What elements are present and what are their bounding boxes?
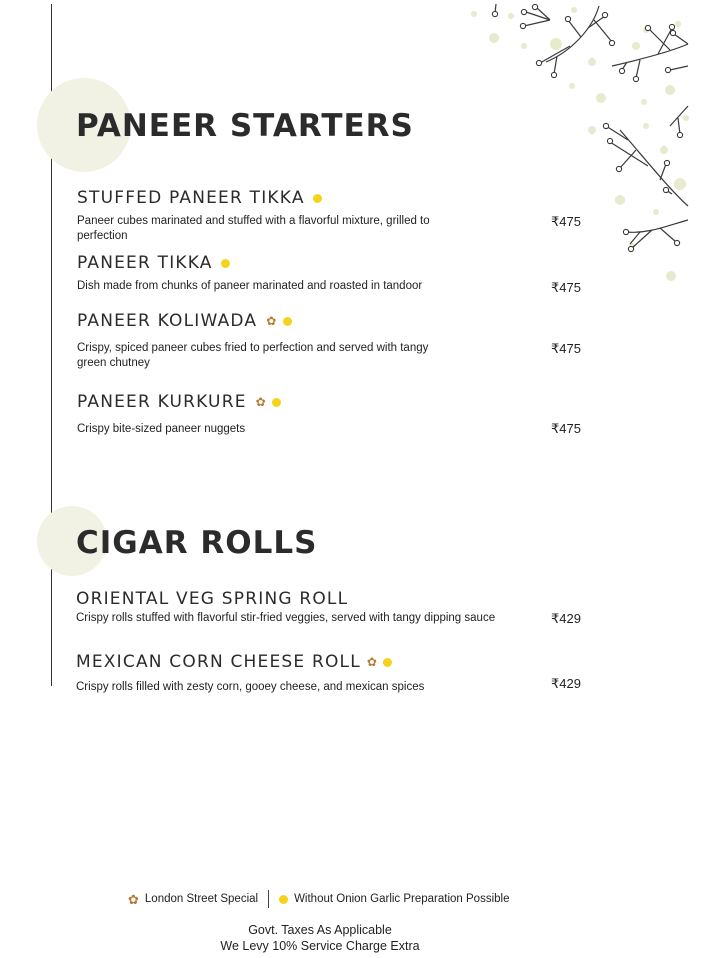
legend xyxy=(128,890,509,908)
menu-item xyxy=(77,188,587,244)
item-price: ₹429 xyxy=(551,676,581,691)
section-title: CIGAR ROLLS xyxy=(76,525,318,561)
london-special-icon: ✿ xyxy=(255,395,267,409)
yellow-dot-icon xyxy=(283,317,292,326)
legend-onion-label: Without Onion Garlic Preparation Possible xyxy=(294,893,510,905)
yellow-dot-icon xyxy=(313,194,322,203)
footer-service-charge: We Levy 10% Service Charge Extra xyxy=(220,939,420,953)
menu-item xyxy=(77,392,587,437)
item-description: Crispy rolls filled with zesty corn, gooey cheese, and mexican spices xyxy=(76,681,425,693)
item-price: ₹475 xyxy=(551,341,581,356)
london-special-icon: ✿ xyxy=(266,314,278,328)
item-name: MEXICAN CORN CHEESE ROLL xyxy=(76,652,361,672)
item-description: Dish made from chunks of paneer marinated and roasted in tandoor xyxy=(77,280,423,292)
item-description: Paneer cubes marinated and stuffed with a flavorful mixture, grilled to perfection xyxy=(77,215,430,242)
section-title: PANEER STARTERS xyxy=(76,108,414,144)
item-price: ₹429 xyxy=(551,611,581,626)
menu-item xyxy=(76,589,586,626)
legend-divider xyxy=(268,890,269,908)
yellow-dot-icon xyxy=(279,895,288,904)
item-name: PANEER KOLIWADA xyxy=(77,311,258,331)
item-description: Crispy rolls stuffed with flavorful stir-fried veggies, served with tangy dipping sauce xyxy=(76,612,496,624)
london-special-icon: ✿ xyxy=(366,655,379,669)
yellow-dot-icon xyxy=(221,259,230,268)
item-description: Crispy bite-sized paneer nuggets xyxy=(77,423,246,435)
menu-item xyxy=(77,311,587,371)
footer-taxes: Govt. Taxes As Applicable xyxy=(248,923,392,937)
menu-item xyxy=(76,652,586,695)
london-special-icon: ✿ xyxy=(128,891,139,907)
legend-london-label: London Street Special xyxy=(144,893,259,905)
item-name: ORIENTAL VEG SPRING ROLL xyxy=(76,589,349,609)
yellow-dot-icon xyxy=(383,658,392,667)
item-description: Crispy, spiced paneer cubes fried to perfection and served with tangy green chutney xyxy=(77,342,429,369)
item-name: STUFFED PANEER TIKKA xyxy=(77,188,305,208)
item-name: PANEER TIKKA xyxy=(77,253,213,273)
item-price: ₹475 xyxy=(551,421,581,436)
menu-item xyxy=(77,253,587,294)
item-name: PANEER KURKURE xyxy=(77,392,247,412)
item-price: ₹475 xyxy=(551,280,581,295)
branch-decoration xyxy=(460,0,726,290)
item-price: ₹475 xyxy=(551,214,581,229)
yellow-dot-icon xyxy=(272,398,281,407)
